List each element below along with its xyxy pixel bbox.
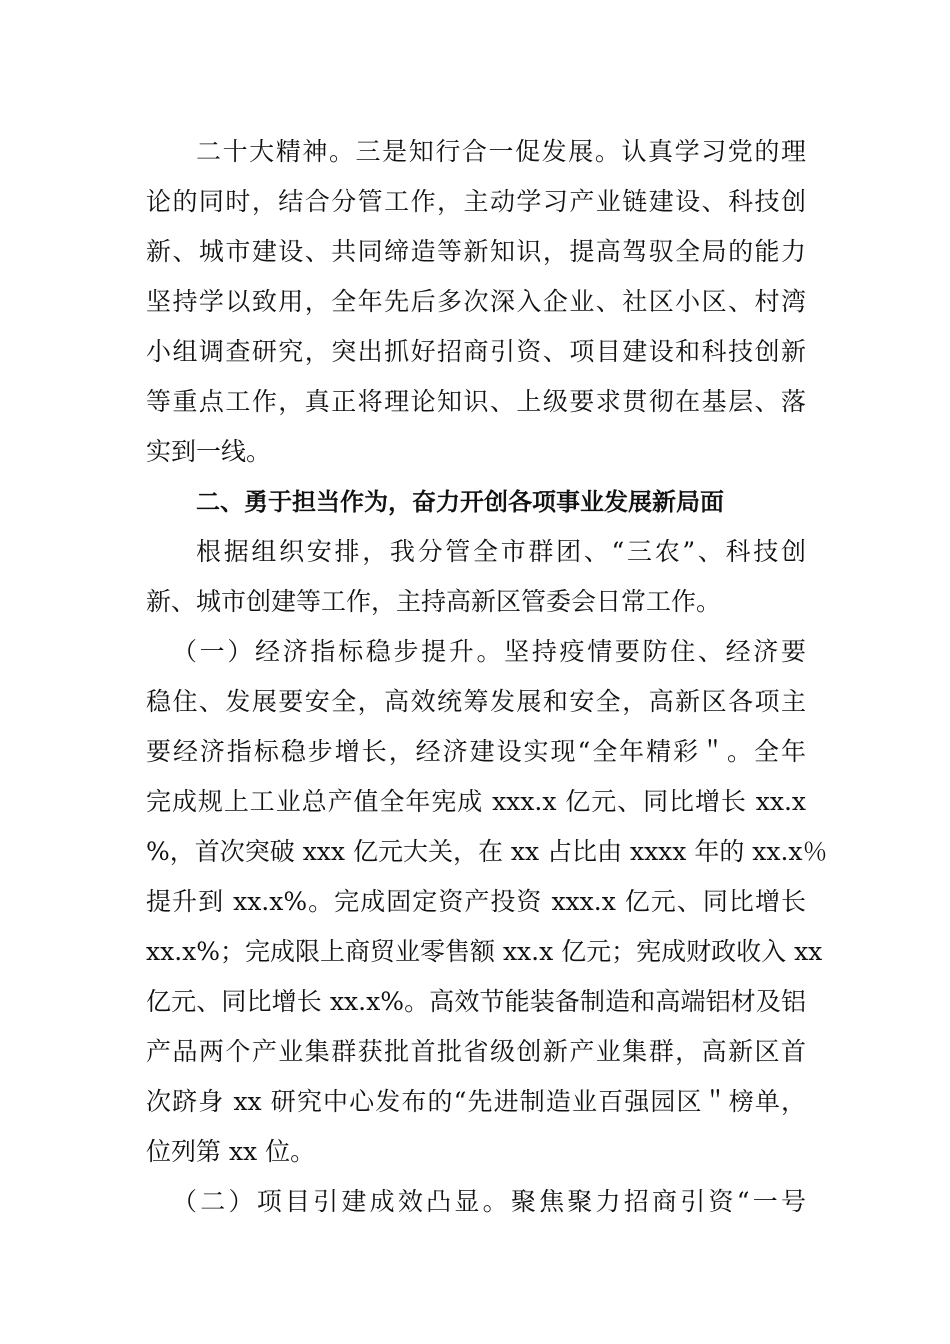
paragraph-line: %，首次突破 xxx 亿元大关，在 xx 占比由 xxxx 年的 xx.x％ [146,837,828,866]
paragraph-line: 新、城市建设、共同缔造等新知识，提高驾驭全局的能力 [146,237,806,266]
paragraph-line: 二十大精神。三是知行合一促发展。认真学习党的理 [196,137,806,166]
paragraph-line: 实到一线。 [146,437,272,466]
paragraph-line: xx.x%；完成限上商贸业零售额 xx.x 亿元；宪成财政收入 xx [146,937,823,966]
paragraph-line: 完成规上工业总产值全年宪成 xxx.x 亿元、同比增长 xx.x [146,787,806,816]
paragraph-line: 次跻身 xx 研究中心发布的“先进制造业百强园区＂榜单， [146,1087,806,1116]
paragraph-line: 位列第 xx 位。 [146,1137,316,1166]
paragraph-line: 新、城市创建等工作，主持高新区管委会日常工作。 [146,587,722,616]
paragraph-line: 要经济指标稳步增长，经济建设实现“全年精彩＂。全年 [146,737,806,766]
paragraph-line: 提升到 xx.x%。完成固定资产投资 xxx.x 亿元、同比增长 [146,887,806,916]
paragraph-line: 稳住、发展要安全，高效统筹发展和安全，高新区各项主 [146,687,806,716]
paragraph-line: 论的同时，结合分管工作，主动学习产业链建设、科技创 [146,187,806,216]
section-heading: 二、勇于担当作为，奋力开创各项事业发展新局面 [196,488,724,516]
paragraph-line: （一）经济指标稳步提升。坚持疫情要防住、经济要 [172,637,806,666]
paragraph-line: 根据组织安排，我分管全市群团、“三农”、科技创 [196,537,806,566]
paragraph-line: 等重点工作，真正将理论知识、上级要求贯彻在基层、落 [146,387,806,416]
paragraph-line: 产品两个产业集群获批首批省级创新产业集群，高新区首 [146,1037,806,1066]
paragraph-line: 亿元、同比增长 xx.x%。高效节能装备制造和高端铝材及铝 [146,987,806,1016]
paragraph-line: 坚持学以致用，全年先后多次深入企业、社区小区、村湾 [146,287,806,316]
paragraph-line: 小组调查研究，突出抓好招商引资、项目建设和科技创新 [146,337,806,366]
paragraph-line: （二）项目引建成效凸显。聚焦聚力招商引资“一号 [172,1187,806,1216]
